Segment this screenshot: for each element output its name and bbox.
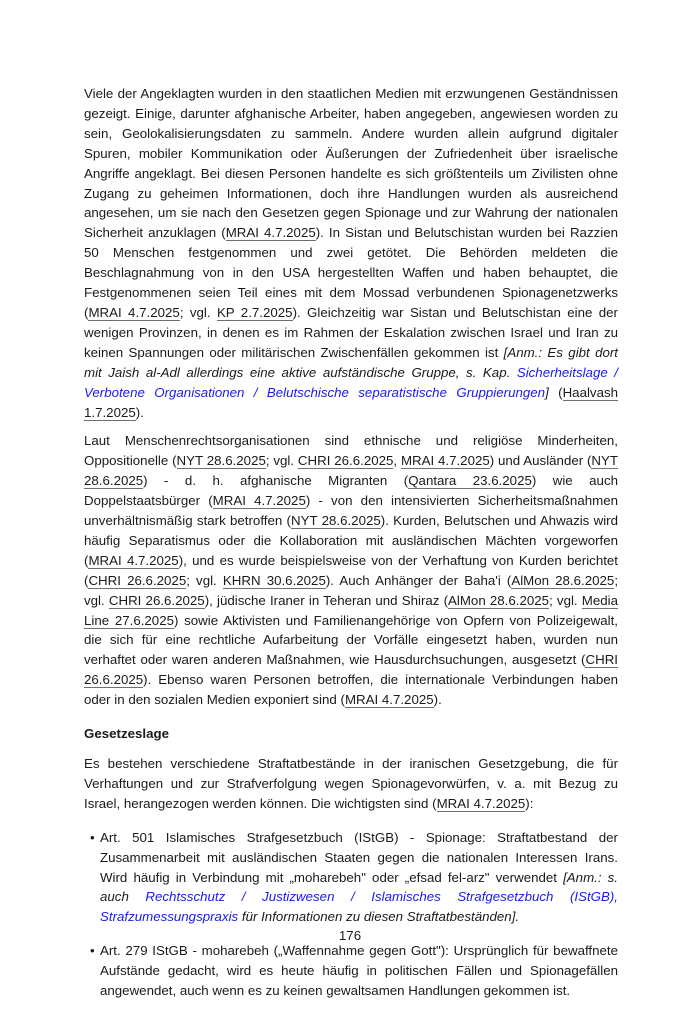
citation-link[interactable]: Haalvash 1.7.2025	[84, 384, 619, 420]
text: ; vgl.	[84, 572, 619, 608]
citation-link[interactable]: MRAI 4.7.2025	[400, 453, 490, 469]
text: ) - von den intensivierten Sicherheitsmaßnahmen unverhältnismäßig stark betroffen (	[84, 493, 618, 529]
text: ,	[393, 453, 401, 469]
citation-link[interactable]: NYT 28.6.2025	[84, 453, 619, 489]
text: (	[548, 384, 563, 400]
citation-link[interactable]: MRAI 4.7.2025	[88, 552, 179, 568]
text: Es bestehen verschiedene Straftatbestände in der iranischen Gesetzgebung, die für Verhaftungen und zur Strafverfolgung wegen Spionagevorwürfen, v. a. mit Bezug zu Israel, herangezogen werden können. Die wichtigsten sind (	[84, 756, 618, 811]
citation-link[interactable]: CHRI 26.6.2025	[297, 453, 394, 469]
citation-link[interactable]: AlMon 28.6.2025	[511, 572, 615, 588]
citation-link[interactable]: CHRI 26.6.2025	[108, 592, 205, 608]
citation-link[interactable]: MRAI 4.7.2025	[225, 225, 316, 241]
citation-link[interactable]: MRAI 4.7.2025	[212, 493, 306, 509]
text: Viele der Angeklagten wurden in den staatlichen Medien mit erzwungenen Geständnissen gezeigt. Einige, darunter afghanische Arbeiter, haben angegeben, angewiesen worden zu sein, Geolokalisierungsdaten zu sammeln. Andere wurden allein aufgrund digitaler Spuren, mobiler Kommunikation oder Äußerungen der Zufriedenheit über israelische Angriffe angeklagt. Bei diesen Personen handelte es sich größtenteils um Zivilisten ohne Zugang zu geheimen Informationen, doch ihre Handlungen wurden als ausreichend angesehen, um sie nach den Gesetzen gegen Spionage und zur Wahrung der nationalen Sicherheit anzuklagen (	[84, 86, 618, 241]
legal-articles-list	[84, 828, 618, 1001]
citation-link[interactable]: MRAI 4.7.2025	[344, 692, 434, 708]
citation-link[interactable]: KP 2.7.2025	[216, 304, 293, 320]
paragraph-legal-intro	[84, 754, 618, 814]
text: ; vgl.	[265, 453, 298, 469]
bullet-icon: •	[90, 829, 95, 845]
text: ). Ebenso waren Personen betroffen, die internationale Verbindungen haben oder in den sozialen Medien exponiert sind (	[84, 672, 618, 708]
text: ), jüdische Iraner in Teheran und Shiraz (	[204, 592, 449, 608]
bullet-icon: •	[90, 943, 95, 959]
paragraph-minorities	[84, 431, 618, 710]
text: ; vgl.	[179, 304, 217, 320]
citation-link[interactable]: MRAI 4.7.2025	[436, 795, 526, 811]
citation-link[interactable]: MRAI 4.7.2025	[88, 304, 180, 320]
citation-link[interactable]: Media Line 27.6.2025	[84, 592, 619, 628]
text: ). Kurden, Belutschen und Ahwazis wird häufig Separatismus oder die Kollaboration mit ausländischen Mächten vorgeworfen (	[84, 513, 618, 568]
note-text: für Informationen zu diesen Straftatbeständen].	[238, 909, 520, 925]
text: ) - d. h. afghanische Migranten (	[143, 473, 409, 489]
citation-link[interactable]: Qantara 23.6.2025	[408, 473, 532, 489]
text: ) sowie Aktivisten und Familienangehörige von Opfern von Polizeigewalt, die sich für eine rechtliche Aufarbeitung der Vorfälle eingesetzt haben, wurden nun verhaftet oder waren anderen Maßnahmen, wie Hausdurchsuchungen, ausgesetzt (	[84, 612, 618, 668]
text: Art. 279 IStGB - moharebeh („Waffennahme gegen Gott"): Ursprünglich für bewaffnete Aufstände gedacht, wird es heute häufig in politischen Fällen und Spionagefällen angewendet, auch wenn es zu keinen gewaltsamen Handlungen gekommen ist.	[100, 943, 618, 999]
citation-link[interactable]: AlMon 28.6.2025	[448, 592, 550, 608]
list-item	[84, 828, 618, 928]
text: ). Gleichzeitig war Sistan und Belutschistan eine der wenigen Provinzen, in denen es im Rahmen der Eskalation zwischen Israel und Iran zu keinen Spannungen oder militärischen Zwischenfällen gekommen ist	[84, 304, 618, 360]
section-heading: Gesetzeslage	[84, 726, 170, 742]
text: ) wie auch Doppelstaatsbürger (	[84, 473, 618, 509]
text: ). Auch Anhänger der Baha'i (	[325, 572, 512, 588]
citation-link[interactable]: NYT 28.6.2025	[176, 453, 266, 469]
text: Art. 501 Islamisches Strafgesetzbuch (IStGB) - Spionage: Straftatbestand der Zusammenarbeit mit ausländischen Staaten gegen die nationalen Interessen Irans. Wird häufig in Verbindung mit „moharebeh" oder „efsad fel-arz" verwendet	[100, 829, 618, 885]
note-text: ]	[545, 384, 549, 400]
page-number: 176	[338, 928, 362, 943]
list-item	[84, 941, 618, 1001]
citation-link[interactable]: KHRN 30.6.2025	[222, 572, 326, 588]
text: ).	[135, 404, 144, 420]
text: ):	[525, 795, 534, 811]
text: ). In Sistan und Belutschistan wurden bei Razzien 50 Menschen festgenommen und zwei getötet. Die Behörden meldeten die Beschlagnahmung von in den USA hergestellten Waffen und haben behauptet, die Festgenommenen seien Teil eines mit dem Mossad verbundenen Spionagenetzwerks (	[84, 225, 618, 320]
note-text: [Anm.: Es gibt dort mit Jaish al-Adl allerdings eine aktive aufständische Gruppe, s. Kap.	[84, 344, 619, 380]
text: ), und es wurde beispielsweise von der Verhaftung von Kurden berichtet (	[84, 552, 618, 588]
citation-link[interactable]: CHRI 26.6.2025	[84, 652, 618, 688]
note-text: [Anm.: s. auch	[100, 869, 618, 905]
citation-link[interactable]: NYT 28.6.2025	[290, 513, 381, 529]
text: ; vgl.	[549, 592, 582, 608]
text: Laut Menschenrechtsorganisationen sind ethnische und religiöse Minderheiten, Oppositionelle (	[84, 433, 618, 469]
document-page	[84, 84, 618, 1015]
chapter-cross-reference-link[interactable]: Rechtsschutz / Justizwesen / Islamisches Strafgesetzbuch (IStGB), Strafzumessungspraxis	[100, 889, 618, 925]
text: ).	[433, 692, 442, 708]
text: ; vgl.	[186, 572, 223, 588]
text: ) und Ausländer (	[489, 453, 592, 469]
chapter-cross-reference-link[interactable]: Sicherheitslage / Verbotene Organisationen / Belutschische separatistische Gruppierungen	[84, 364, 618, 400]
citation-link[interactable]: CHRI 26.6.2025	[88, 572, 187, 588]
paragraph-detainees	[84, 84, 618, 422]
